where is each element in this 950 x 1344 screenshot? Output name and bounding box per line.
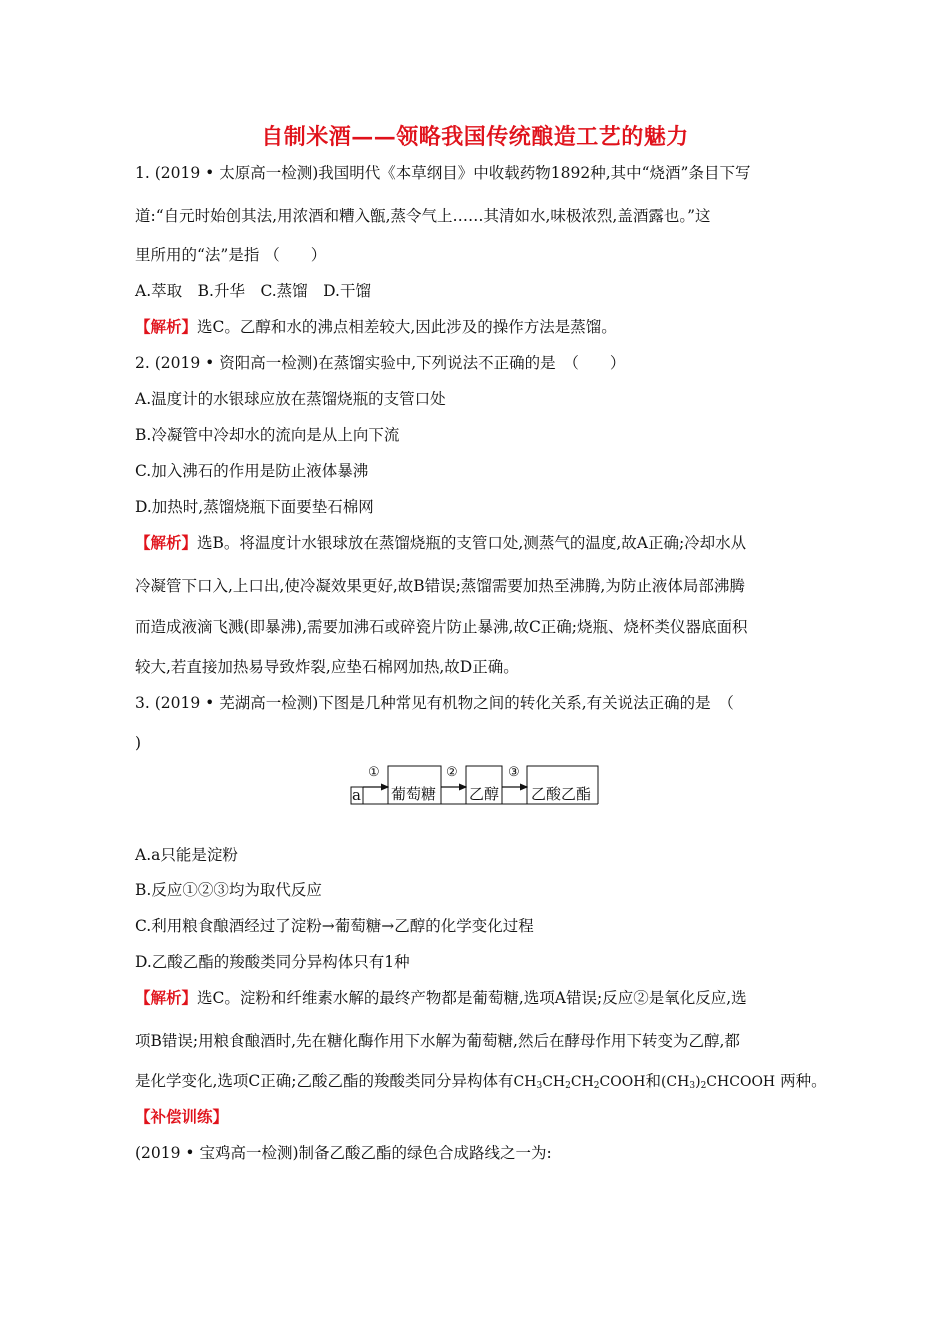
label-step3: ③ (508, 765, 520, 780)
q3-option-d: D.乙酸乙酯的羧酸类同分异构体只有1种 (135, 953, 410, 971)
formula-butanoic-acid: $CH_3CH_2CH_2COOH$ (513, 1074, 646, 1091)
q1-analysis (135, 317, 815, 337)
label-glucose: 葡萄糖 (391, 785, 437, 803)
q2-option-d: D.加热时,蒸馏烧瓶下面要垫石棉网 (135, 498, 374, 516)
q3-analysis-line3-end: 两种。 (775, 1072, 827, 1090)
q3-option-c: C.利用粮食酿酒经过了淀粉→葡萄糖→乙醇的化学变化过程 (135, 917, 534, 935)
conversion-diagram (0, 760, 950, 820)
q2-analysis-line3: 而造成液滴飞溅(即暴沸),需要加沸石或碎瓷片防止暴沸,故C正确;烧瓶、烧杯类仪器底面积 (135, 618, 748, 636)
formula-isobutyric-acid: $(CH_3)_2CHCOOH$ (660, 1074, 776, 1091)
q2-analysis-text: 选B。将温度计水银球放在蒸馏烧瓶的支管口处,测蒸气的温度,故A正确;冷却水从 (197, 534, 747, 552)
q2-option-a: A.温度计的水银球应放在蒸馏烧瓶的支管口处 (135, 390, 446, 408)
label-a: a (352, 786, 361, 804)
supplement-tag (135, 1107, 815, 1127)
analysis-tag: 【解析】 (135, 317, 198, 336)
page-title: 自制米酒——领略我国传统酿造工艺的魅力 (261, 124, 689, 150)
q1-stem-line2: 道:“自元时始创其法,用浓酒和糟入甑,蒸令气上……其清如水,味极浓烈,盖酒露也。”这 (135, 207, 711, 225)
q3-stem-line2: ) (135, 734, 142, 752)
label-ester: 乙酸乙酯 (531, 785, 592, 803)
q2-analysis-line2: 冷凝管下口入,上口出,使冷凝效果更好,故B错误;蒸馏需要加热至沸腾,为防止液体局部沸腾 (135, 577, 745, 595)
q1-stem-line3: 里所用的“法”是指 （ ） (135, 246, 327, 264)
q2-option-c: C.加入沸石的作用是防止液体暴沸 (135, 462, 369, 480)
q3-analysis-line3 (135, 1071, 827, 1096)
label-step1: ① (368, 765, 380, 780)
q3-analysis-line2: 项B错误;用粮食酿酒时,先在糖化酶作用下水解为葡萄糖,然后在酵母作用下转变为乙醇,都 (135, 1032, 740, 1050)
q2-analysis-line1 (135, 533, 815, 553)
analysis-tag: 【解析】 (135, 988, 198, 1007)
q1-stem-line1: 1. (2019 • 太原高一检测)我国明代《本草纲目》中收载药物1892种,其中“烧酒”条目下写 (135, 164, 751, 182)
q1-options: A.萃取 B.升华 C.蒸馏 D.干馏 (135, 282, 371, 300)
q3-analysis-line3-and: 和 (645, 1072, 661, 1090)
label-step2: ② (446, 765, 458, 780)
label-ethanol: 乙醇 (469, 785, 500, 803)
q3-analysis-line1 (135, 988, 815, 1008)
q1-analysis-text: 选C。乙醇和水的沸点相差较大,因此涉及的操作方法是蒸馏。 (197, 318, 617, 336)
q3-analysis-line3-text: 是化学变化,选项C正确;乙酸乙酯的羧酸类同分异构体有 (135, 1072, 514, 1090)
analysis-tag: 【解析】 (135, 533, 198, 552)
q3-option-a: A.a只能是淀粉 (135, 846, 238, 864)
supplement-stem: (2019 • 宝鸡高一检测)制备乙酸乙酯的绿色合成路线之一为: (135, 1144, 552, 1162)
q2-analysis-line4: 较大,若直接加热易导致炸裂,应垫石棉网加热,故D正确。 (135, 658, 519, 676)
supplement-tag-text: 【补偿训练】 (135, 1107, 229, 1126)
q3-analysis-text: 选C。淀粉和纤维素水解的最终产物都是葡萄糖,选项A错误;反应②是氧化反应,选 (197, 989, 747, 1007)
q3-stem-line1: 3. (2019 • 芜湖高一检测)下图是几种常见有机物之间的转化关系,有关说法正确的是 （ (135, 694, 734, 712)
q2-stem: 2. (2019 • 资阳高一检测)在蒸馏实验中,下列说法不正确的是 （ ） (135, 354, 626, 372)
q3-option-b: B.反应①②③均为取代反应 (135, 881, 322, 899)
q2-option-b: B.冷凝管中冷却水的流向是从上向下流 (135, 426, 400, 444)
